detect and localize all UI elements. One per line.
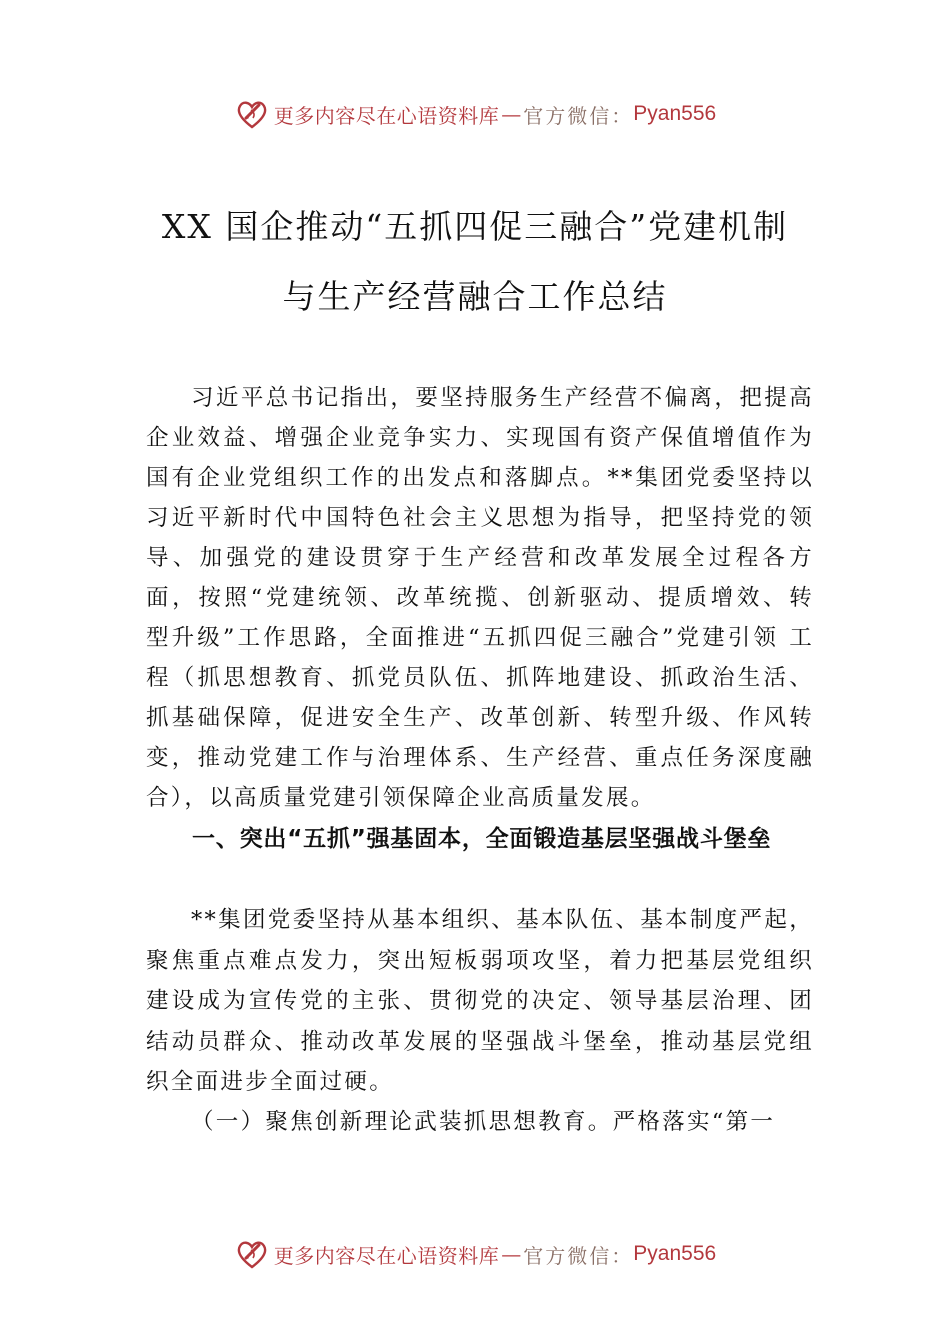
banner-main-text: 更多内容尽在心语资料库 [273, 103, 500, 128]
banner-wechat-label: 官方微信： [523, 1243, 634, 1268]
heart-pen-logo-icon [234, 1236, 270, 1272]
banner-dash: — [501, 1242, 522, 1266]
intro-paragraph: 习近平总书记指出，要坚持服务生产经营不偏离，把提高企业效益、增强企业竞争实力、实现国有资产保值增值作为国有企业党组织工作的出发点和落脚点。**集团党委坚持以习近平新时代中国特色社会主义思想为指导，把坚持党的领导、加强党的建设贯穿于生产经营和改革发展全过程各方面，按照“党建统领、改革统揽、创新驱动、提质增效、转 型升级”工作思路，全面推进“五抓四促三融合”党建引领 工程（抓思想教育、抓党员队伍、抓阵地建设、抓政治生活、抓基础保障，促进安全生产、改革创新、转型升级、作风转变，推动党建工作与治理体系、生产经营、重点任务深度融合），以高质量党建引领保障企业高质量发展。 [146, 385, 814, 811]
banner-wechat-label: 官方微信： [523, 103, 634, 128]
subsection-1-paragraph: （一）聚焦创新理论武装抓思想教育。严格落实“第一 [191, 1109, 776, 1135]
banner-wechat-id: Pyan556 [633, 102, 717, 125]
document-title-line2: 与生产经营融合工作总结 [282, 277, 668, 316]
footer-banner [0, 1234, 950, 1274]
header-banner [0, 94, 950, 134]
heart-pen-logo-icon [234, 96, 270, 132]
section-heading-1: 一、突出“五抓”强基固本，全面锻造基层坚强战斗堡垒 [192, 826, 772, 852]
banner-main-text: 更多内容尽在心语资料库 [273, 1243, 500, 1268]
document-title-line1: XX 国企推动“五抓四促三融合”党建机制 [161, 207, 789, 246]
section-1-paragraph: **集团党委坚持从基本组织、基本队伍、基本制度严起，聚焦重点难点发力，突出短板弱项攻坚，着力把基层党组织建设成为宣传党的主张、贯彻党的决定、领导基层治理、团结动员群众、推动改革发展的坚强战斗堡垒，推动基层党组织全面进步全面过硬。 [146, 907, 814, 1095]
banner-wechat-id: Pyan556 [633, 1242, 717, 1265]
banner-dash: — [501, 102, 522, 126]
